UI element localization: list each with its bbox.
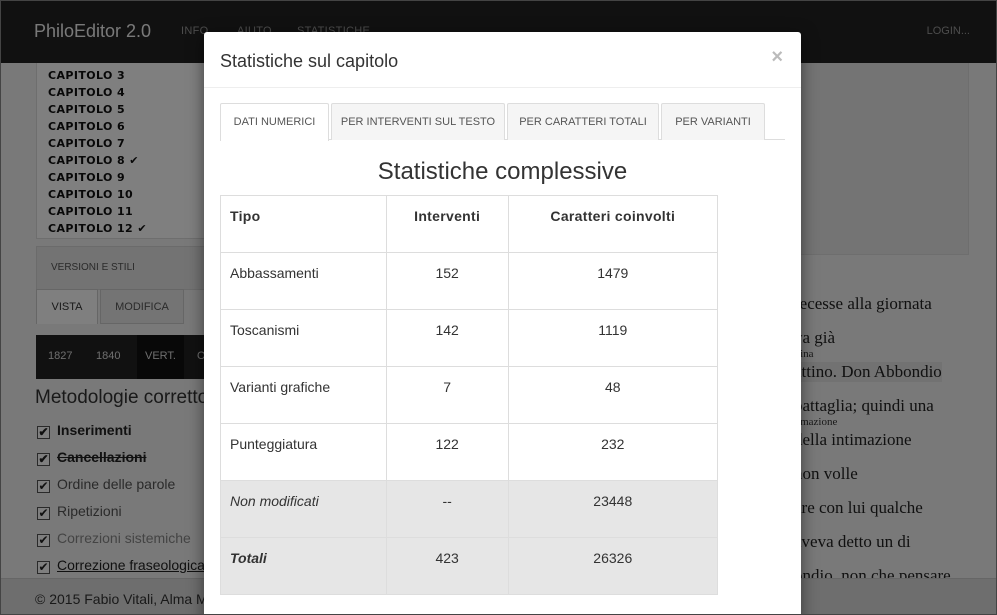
cell-tipo: Punteggiatura	[221, 424, 387, 481]
table-row	[221, 310, 718, 367]
column-header-interventi: Interventi	[386, 196, 508, 253]
tab-per-varianti[interactable]: PER VARIANTI	[661, 103, 765, 140]
cell-tipo: Abbassamenti	[221, 253, 387, 310]
stats-title: Statistiche complessive	[377, 158, 628, 185]
cell-caratteri: 23448	[508, 481, 717, 538]
tab-dati-numerici[interactable]: DATI NUMERICI	[220, 103, 329, 141]
cell-caratteri: 232	[508, 424, 717, 481]
table-row-totals	[221, 538, 718, 595]
column-header-caratteri: Caratteri coinvolti	[508, 196, 717, 253]
cell-tipo: Varianti grafiche	[221, 367, 387, 424]
modal-title: Statistiche sul capitolo	[220, 51, 399, 71]
cell-interventi: --	[386, 481, 508, 538]
cell-caratteri: 1119	[508, 310, 717, 367]
cell-tipo: Non modificati	[221, 481, 387, 538]
cell-interventi: 423	[386, 538, 508, 595]
tab-per-interventi[interactable]: PER INTERVENTI SUL TESTO	[331, 103, 505, 140]
column-header-tipo: Tipo	[221, 196, 387, 253]
statistics-modal	[204, 32, 801, 615]
table-row	[221, 253, 718, 310]
cell-interventi: 152	[386, 253, 508, 310]
table-row	[221, 424, 718, 481]
table-header-row	[221, 196, 718, 253]
close-icon[interactable]: ×	[771, 46, 783, 68]
table-row	[221, 367, 718, 424]
cell-caratteri: 48	[508, 367, 717, 424]
stats-table	[220, 195, 718, 595]
cell-caratteri: 1479	[508, 253, 717, 310]
stats-tabs	[220, 102, 785, 140]
tab-per-caratteri[interactable]: PER CARATTERI TOTALI	[507, 103, 659, 140]
cell-caratteri: 26326	[508, 538, 717, 595]
cell-interventi: 7	[386, 367, 508, 424]
modal-header	[204, 32, 801, 88]
cell-interventi: 122	[386, 424, 508, 481]
table-row	[221, 481, 718, 538]
cell-tipo: Toscanismi	[221, 310, 387, 367]
cell-tipo: Totali	[221, 538, 387, 595]
cell-interventi: 142	[386, 310, 508, 367]
